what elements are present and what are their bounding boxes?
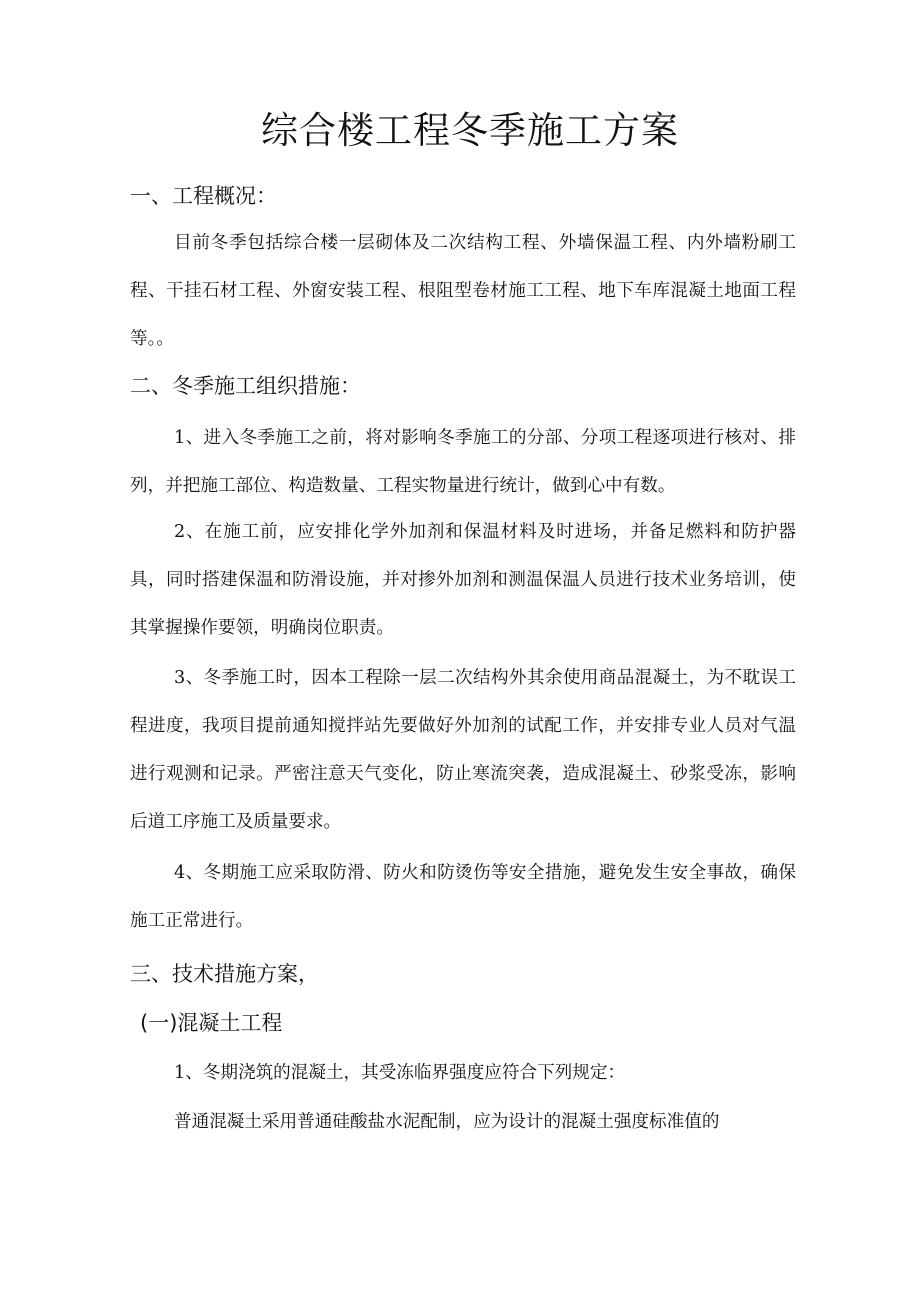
paragraph-organization-1: 1、进入冬季施工之前，将对影响冬季施工的分部、分项工程逐项进行核对、排列，并把施工部位、构造数量、工程实物量进行统计，做到心中有数。 (130, 428, 796, 496)
paragraph-concrete-2: 普通混凝土采用普通硅酸盐水泥配制，应为设计的混凝土强度标准值的 (174, 1112, 720, 1132)
paragraph-concrete-1: 1、冬期浇筑的混凝土，其受冻临界强度应符合下列规定： (174, 1063, 626, 1083)
section-heading-overview: 一、工程概况： (130, 184, 277, 208)
paragraph-overview: 目前冬季包括综合楼一层砌体及二次结构工程、外墙保温工程、内外墙粉刷工程、干挂石材工程、外窗安装工程、根阻型卷材施工工程、地下车库混凝土地面工程等。。 (130, 233, 796, 349)
subsection-heading-concrete: (一)混凝土工程 (140, 1011, 283, 1035)
document-title: 综合楼工程冬季施工方案 (261, 109, 679, 152)
paragraph-organization-3: 3、冬季施工时，因本工程除一层二次结构外其余使用商品混凝土，为不耽误工程进度，我项目提前通知搅拌站先要做好外加剂的试配工作，并安排专业人员对气温进行观测和记录。严密注意天气变化，防止寒流突袭，造成混凝土、砂浆受冻，影响后道工序施工及质量要求。 (130, 668, 796, 832)
paragraph-organization-4: 4、冬期施工应采取防滑、防火和防烫伤等安全措施，避免发生安全事故，确保施工正常进行。 (130, 863, 796, 931)
paragraph-organization-2: 2、在施工前，应安排化学外加剂和保温材料及时进场，并备足燃料和防护器具，同时搭建保温和防滑设施，并对掺外加剂和测温保温人员进行技术业务培训，使其掌握操作要领，明确岗位职责。 (130, 522, 796, 638)
section-heading-organization: 二、冬季施工组织措施： (130, 374, 361, 398)
section-heading-technical: 三、技术措施方案， (130, 962, 319, 986)
